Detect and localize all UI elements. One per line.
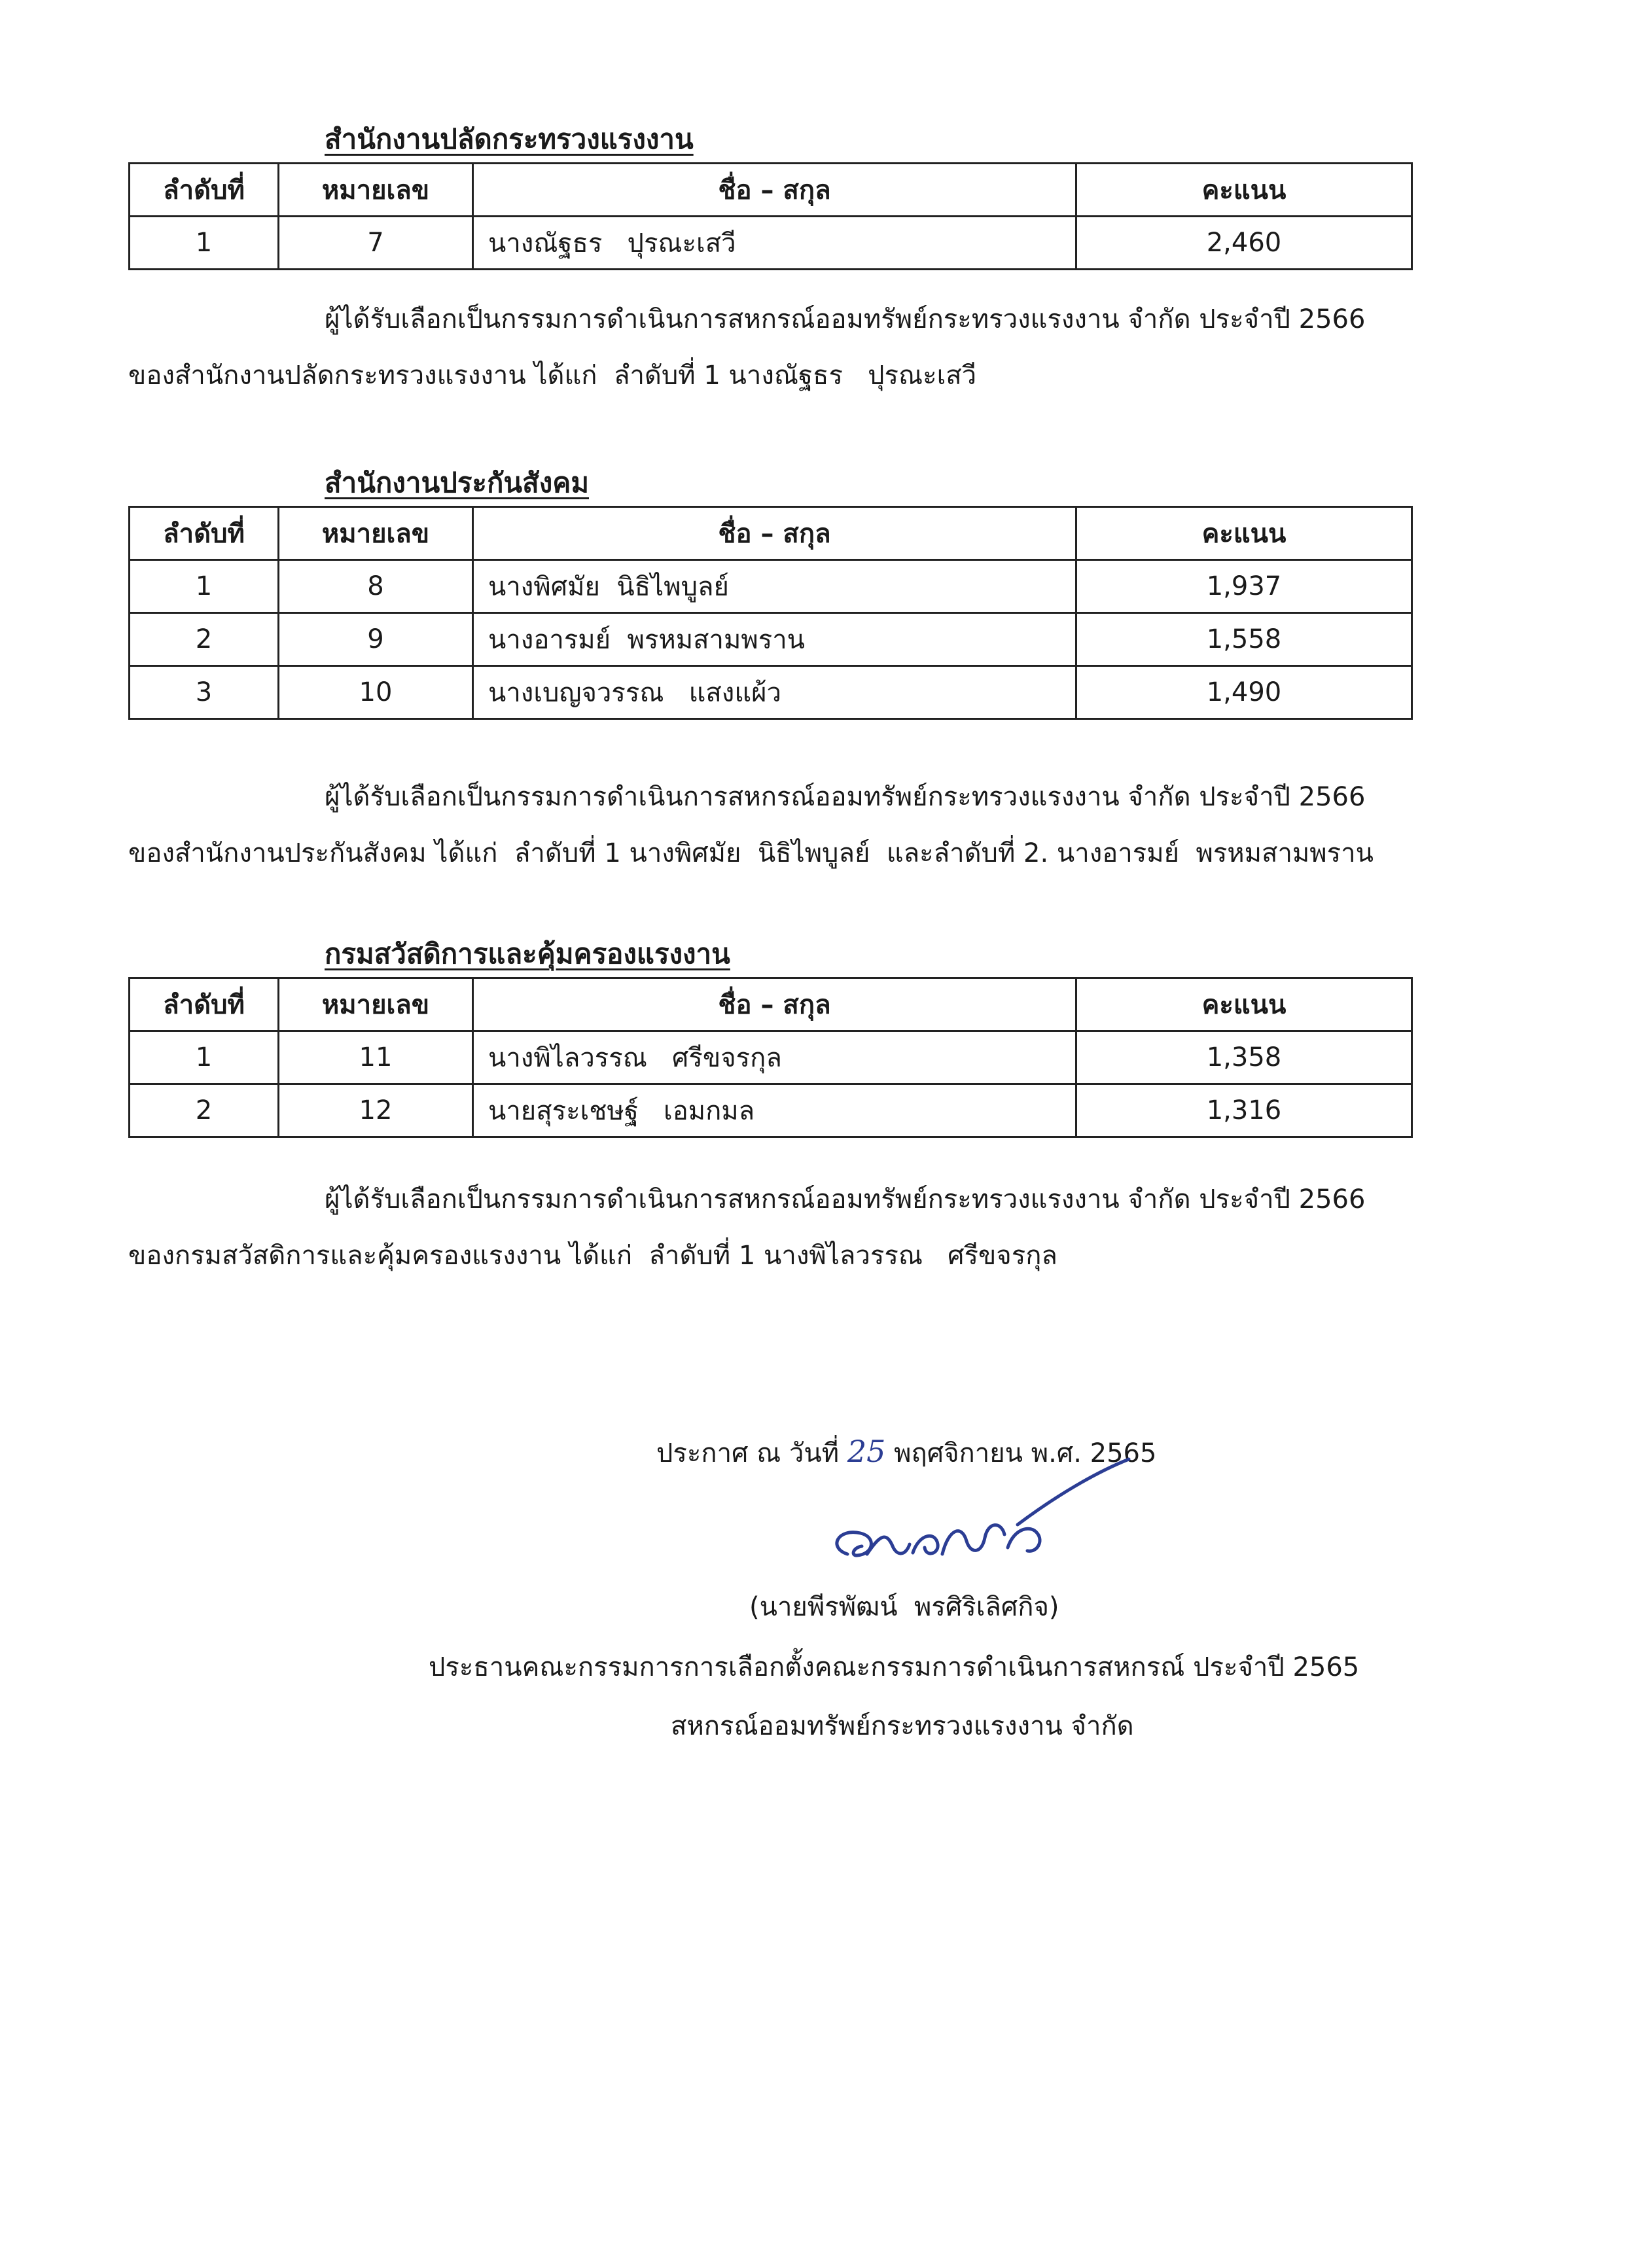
cell-number: 12 <box>279 1084 473 1137</box>
signatory-name: (นายพีรพัฒน์ พรศิริเลิศกิจ) <box>749 1592 1059 1622</box>
cell-score: 1,358 <box>1076 1031 1412 1084</box>
paragraph-line: ผู้ได้รับเลือกเป็นกรรมการดำเนินการสหกรณ์ออมทรัพย์กระทรวงแรงงาน จำกัด ประจำปี 2566 <box>325 304 1366 334</box>
date-day-handwritten: 25 <box>847 1434 886 1469</box>
cell-name: นางพิไลวรรณ ศรีขจรกุล <box>473 1031 1076 1084</box>
cell-rank: 3 <box>130 666 279 719</box>
paragraph-line: ของสำนักงานประกันสังคม ได้แก่ ลำดับที่ 1 นางพิศมัย นิธิไพบูลย์ และลำดับที่ 2. นางอารมย์ พรหมสามพราน <box>128 838 1374 868</box>
result-paragraph <box>128 769 1374 881</box>
header-score: คะแนน <box>1076 978 1412 1031</box>
paragraph-line: ของกรมสวัสดิการและคุ้มครองแรงงาน ได้แก่ ลำดับที่ 1 นางพิไลวรรณ ศรีขจรกุล <box>128 1241 1057 1271</box>
cell-number: 9 <box>279 613 473 666</box>
header-name: ชื่อ – สกุล <box>473 978 1076 1031</box>
header-name: ชื่อ – สกุล <box>473 507 1076 560</box>
table-row <box>130 666 1412 719</box>
cell-name: นางเบญจวรรณ แสงแผ้ว <box>473 666 1076 719</box>
cell-score: 1,490 <box>1076 666 1412 719</box>
signatory-position: ประธานคณะกรรมการการเลือกตั้งคณะกรรมการดำเนินการสหกรณ์ ประจำปี 2565 <box>429 1652 1360 1682</box>
cell-name: นายสุระเชษฐ์ เอมกมล <box>473 1084 1076 1137</box>
cell-score: 2,460 <box>1076 217 1412 270</box>
table-header-row <box>130 507 1412 560</box>
cell-number: 7 <box>279 217 473 270</box>
signatory-organization: สหกรณ์ออมทรัพย์กระทรวงแรงงาน จำกัด <box>671 1711 1134 1741</box>
table-header-row <box>130 978 1412 1031</box>
cell-score: 1,558 <box>1076 613 1412 666</box>
results-table <box>128 506 1413 720</box>
result-paragraph <box>128 1171 1365 1284</box>
header-rank: ลำดับที่ <box>130 978 279 1031</box>
cell-number: 10 <box>279 666 473 719</box>
cell-score: 1,937 <box>1076 560 1412 613</box>
header-number: หมายเลข <box>279 507 473 560</box>
section-title: กรมสวัสดิการและคุ้มครองแรงงาน <box>325 938 730 970</box>
paragraph-line: ผู้ได้รับเลือกเป็นกรรมการดำเนินการสหกรณ์ออมทรัพย์กระทรวงแรงงาน จำกัด ประจำปี 2566 <box>325 1184 1366 1214</box>
table-row <box>130 560 1412 613</box>
table-row <box>130 1031 1412 1084</box>
date-suffix: พฤศจิกายน พ.ศ. 2565 <box>894 1438 1157 1468</box>
cell-name: นางณัฐธร ปุรณะเสวี <box>473 217 1076 270</box>
cell-score: 1,316 <box>1076 1084 1412 1137</box>
header-number: หมายเลข <box>279 164 473 217</box>
paragraph-line: ของสำนักงานปลัดกระทรวงแรงงาน ได้แก่ ลำดับที่ 1 นางณัฐธร ปุรณะเสวี <box>128 361 977 391</box>
cell-rank: 1 <box>130 560 279 613</box>
header-score: คะแนน <box>1076 507 1412 560</box>
table-header-row <box>130 164 1412 217</box>
cell-name: นางอารมย์ พรหมสามพราน <box>473 613 1076 666</box>
section-title: สำนักงานปลัดกระทรวงแรงงาน <box>325 123 694 155</box>
date-prefix: ประกาศ ณ วันที่ <box>656 1438 840 1468</box>
header-rank: ลำดับที่ <box>130 164 279 217</box>
results-table <box>128 977 1413 1138</box>
cell-rank: 2 <box>130 1084 279 1137</box>
cell-name: นางพิศมัย นิธิไพบูลย์ <box>473 560 1076 613</box>
table-row <box>130 217 1412 270</box>
handwritten-signature <box>821 1456 1135 1570</box>
results-table <box>128 162 1413 270</box>
table-row <box>130 1084 1412 1137</box>
header-rank: ลำดับที่ <box>130 507 279 560</box>
header-name: ชื่อ – สกุล <box>473 164 1076 217</box>
cell-number: 11 <box>279 1031 473 1084</box>
paragraph-line: ผู้ได้รับเลือกเป็นกรรมการดำเนินการสหกรณ์ออมทรัพย์กระทรวงแรงงาน จำกัด ประจำปี 2566 <box>325 782 1366 812</box>
section-title: สำนักงานประกันสังคม <box>325 467 590 499</box>
table-row <box>130 613 1412 666</box>
cell-number: 8 <box>279 560 473 613</box>
header-score: คะแนน <box>1076 164 1412 217</box>
result-paragraph <box>128 291 1365 404</box>
cell-rank: 1 <box>130 1031 279 1084</box>
header-number: หมายเลข <box>279 978 473 1031</box>
cell-rank: 1 <box>130 217 279 270</box>
cell-rank: 2 <box>130 613 279 666</box>
